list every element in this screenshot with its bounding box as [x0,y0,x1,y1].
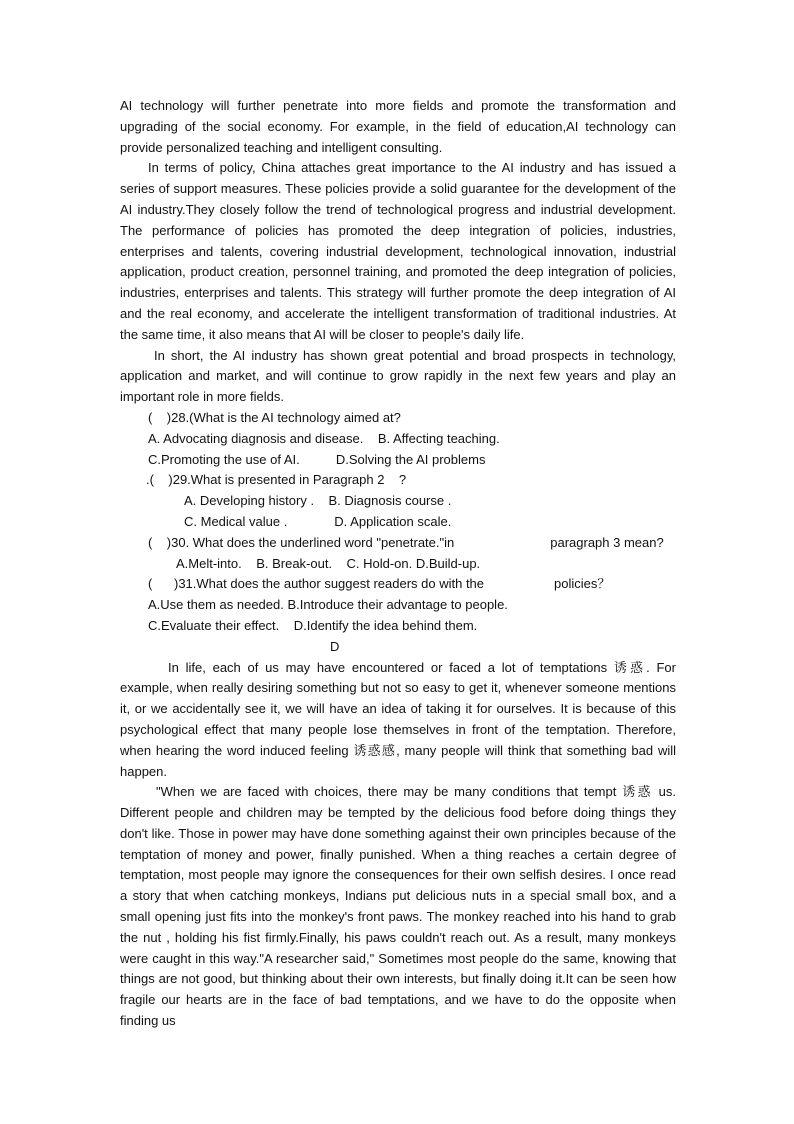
question-30-stem-a: ( )30. What does the underlined word "penetrate."in [148,534,455,550]
passage-c-paragraph-2: In terms of policy, China attaches great importance to the AI industry and has issued a series of support measures. These policies provide a solid guarantee for the development of the AI industry.They closely follow the trend of technological progress and industrial development. The performance of policies has promoted the deep integration of policies, industries, enterprises and talents, covering industrial development, technological innovation, industrial application, product creation, personnel training, and promoted the deep integration of policies, industries, enterprises and talents. This strategy will further promote the deep integration of AI and the real economy, and accelerate the intelligent transformation of traditional industries. At the same time, it also means that AI will be closer to people's daily life. [120,160,676,342]
question-30-options: A.Melt-into. B. Break-out. C. Hold-on. D.Build-up. [176,555,481,571]
question-28-stem: ( )28.(What is the AI technology aimed at? [148,409,401,425]
question-31-stem-a: ( )31.What does the author suggest readers do with the [148,576,485,592]
passage-d-paragraph-1: In life, each of us may have encountered or faced a lot of temptations 诱惑. For example, when really desiring something but not so easy to get it, whenever someone mentions it, or we accidentally see it, we will have an idea of taking it for ourselves. It is because of this psychological effect that many people lose themselves in front of the temptation. Therefore, when hearing the word induced feeling 诱惑感, many people will think that something bad will happen. [120,659,676,779]
question-31-stem [120,574,676,595]
document-body [120,96,676,1032]
question-28-options-cd: C.Promoting the use of AI. D.Solving the AI problems [148,451,486,467]
question-28-options-ab: A. Advocating diagnosis and disease. B. Affecting teaching. [148,430,500,446]
question-31-options-cd: C.Evaluate their effect. D.Identify the idea behind them. [148,617,478,633]
question-29-stem: .( )29.What is presented in Paragraph 2 ? [146,472,407,488]
passage-c-paragraph-3: In short, the AI industry has shown great potential and broad prospects in technology, application and market, and will continue to grow rapidly in the next few years and play an important role in more fields. [120,347,676,405]
question-31-stem-b: policies？ [554,576,611,592]
passage-c-paragraph-1: AI technology will further penetrate into more fields and promote the transformation and upgrading of the social economy. For example, in the field of education,AI technology can provide personalized teaching and intelligent consulting. [120,98,676,155]
question-30-stem-b: paragraph 3 mean? [550,534,664,550]
passage-d-paragraph-2: "When we are faced with choices, there may be many conditions that tempt 诱惑 us. Different people and children may be tempted by the delicious food before doing things they don't like. Those in power may have done something against their own principles because of the temptation of money and power, finally punished. When a thing reaches a certain degree of temptation, most people may ignore the consequences for their own selfish desires. I once read a story that when catching monkeys, Indians put delicious nuts in a special small box, and a small opening just fits into the monkey's front paws. The monkey reached into his hand to grab the nut , holding his fist firmly.Finally, his paws couldn't reach out. As a result, many monkeys were caught in this way."A researcher said," Sometimes most people do the same, knowing that things are not good, but thinking about their own interests, but finally doing it.It can be seen how fragile our hearts are in the face of bad temptations, and we have to do the opposite when finding us [120,784,676,1029]
question-31-options-ab: A.Use them as needed. B.Introduce their advantage to people. [148,597,508,613]
question-29-options-cd: C. Medical value . D. Application scale. [184,513,452,529]
question-30-stem [120,533,676,554]
passage-d-heading: D [330,638,340,654]
question-29-options-ab: A. Developing history . B. Diagnosis course . [184,493,452,509]
